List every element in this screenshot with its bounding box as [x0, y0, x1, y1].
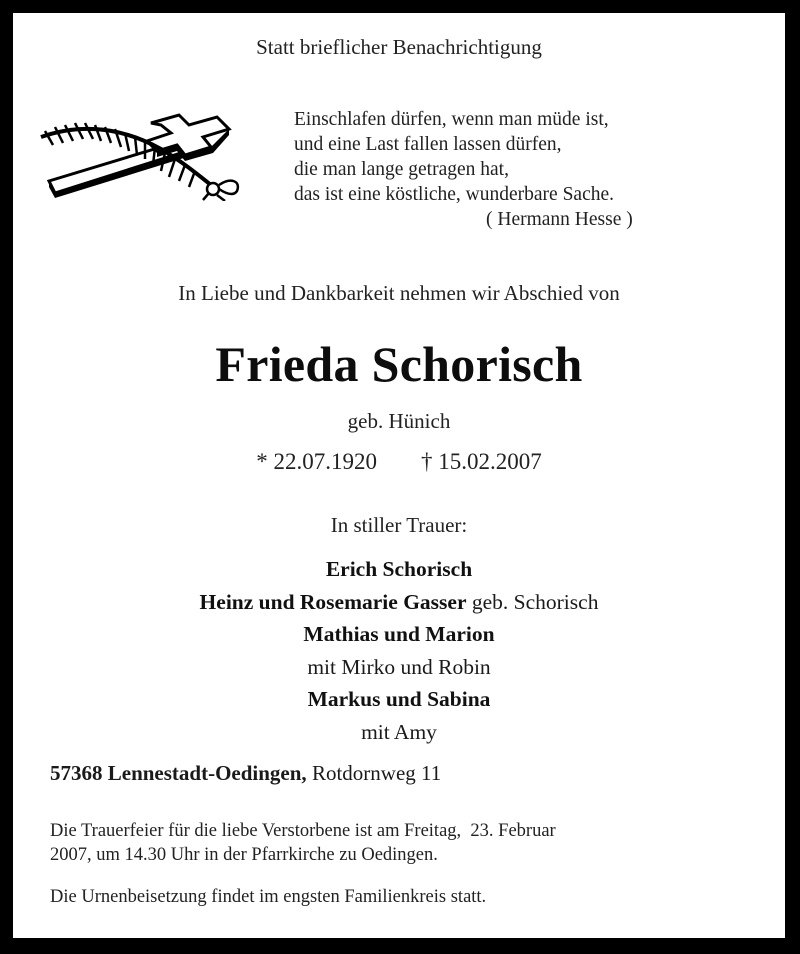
mourners-list — [13, 553, 785, 748]
mourner-line — [13, 553, 785, 586]
mourner-line — [13, 618, 785, 651]
address-city: 57368 Lennestadt-Oedingen, — [50, 761, 307, 785]
mourner-note: mit Mirko und Robin — [307, 654, 491, 679]
life-dates — [13, 449, 785, 475]
poem-quote — [294, 107, 633, 232]
cross-with-palm-branch-icon — [31, 101, 261, 201]
notice-line: 2007, um 14.30 Uhr in der Pfarrkirche zu Oedingen. — [50, 845, 438, 865]
mourner-note: geb. Schorisch — [466, 589, 599, 614]
mourners-title: In stiller Trauer: — [330, 513, 468, 537]
mourner-line — [13, 683, 785, 716]
mourner-name: Markus und Sabina — [307, 687, 491, 711]
obituary-notice — [13, 13, 785, 938]
address-street: Rotdornweg 11 — [306, 761, 442, 785]
deceased-name: Frieda Schorisch — [215, 336, 583, 392]
mourner-name: Heinz und Rosemarie Gasser — [199, 589, 467, 614]
quote-line: und eine Last fallen lassen dürfen, — [294, 134, 562, 155]
death-date: † 15.02.2007 — [421, 449, 542, 474]
burial-notice: Die Urnenbeisetzung findet im engsten Familienkreis statt. — [50, 887, 487, 907]
mourner-name: Mathias und Marion — [303, 622, 495, 646]
mourner-line — [13, 651, 785, 684]
notice-line: Die Trauerfeier für die liebe Verstorbene ist am Freitag, 23. Februar — [50, 821, 556, 841]
mourner-name: Erich Schorisch — [325, 557, 473, 581]
birth-date: * 22.07.1920 — [256, 449, 377, 474]
mourner-line — [13, 586, 785, 619]
mourner-note: mit Amy — [361, 719, 437, 744]
address — [50, 761, 441, 786]
intro-text: In Liebe und Dankbarkeit nehmen wir Abschied von — [178, 281, 620, 305]
quote-line: Einschlafen dürfen, wenn man müde ist, — [294, 109, 609, 130]
mourner-line — [13, 716, 785, 749]
quote-author: ( Hermann Hesse ) — [486, 209, 633, 230]
funeral-notice — [50, 819, 556, 867]
maiden-name: geb. Hünich — [347, 409, 451, 433]
header-text: Statt brieflicher Benachrichtigung — [256, 35, 542, 59]
quote-line: die man lange getragen hat, — [294, 159, 509, 180]
quote-line: das ist eine köstliche, wunderbare Sache. — [294, 184, 615, 205]
